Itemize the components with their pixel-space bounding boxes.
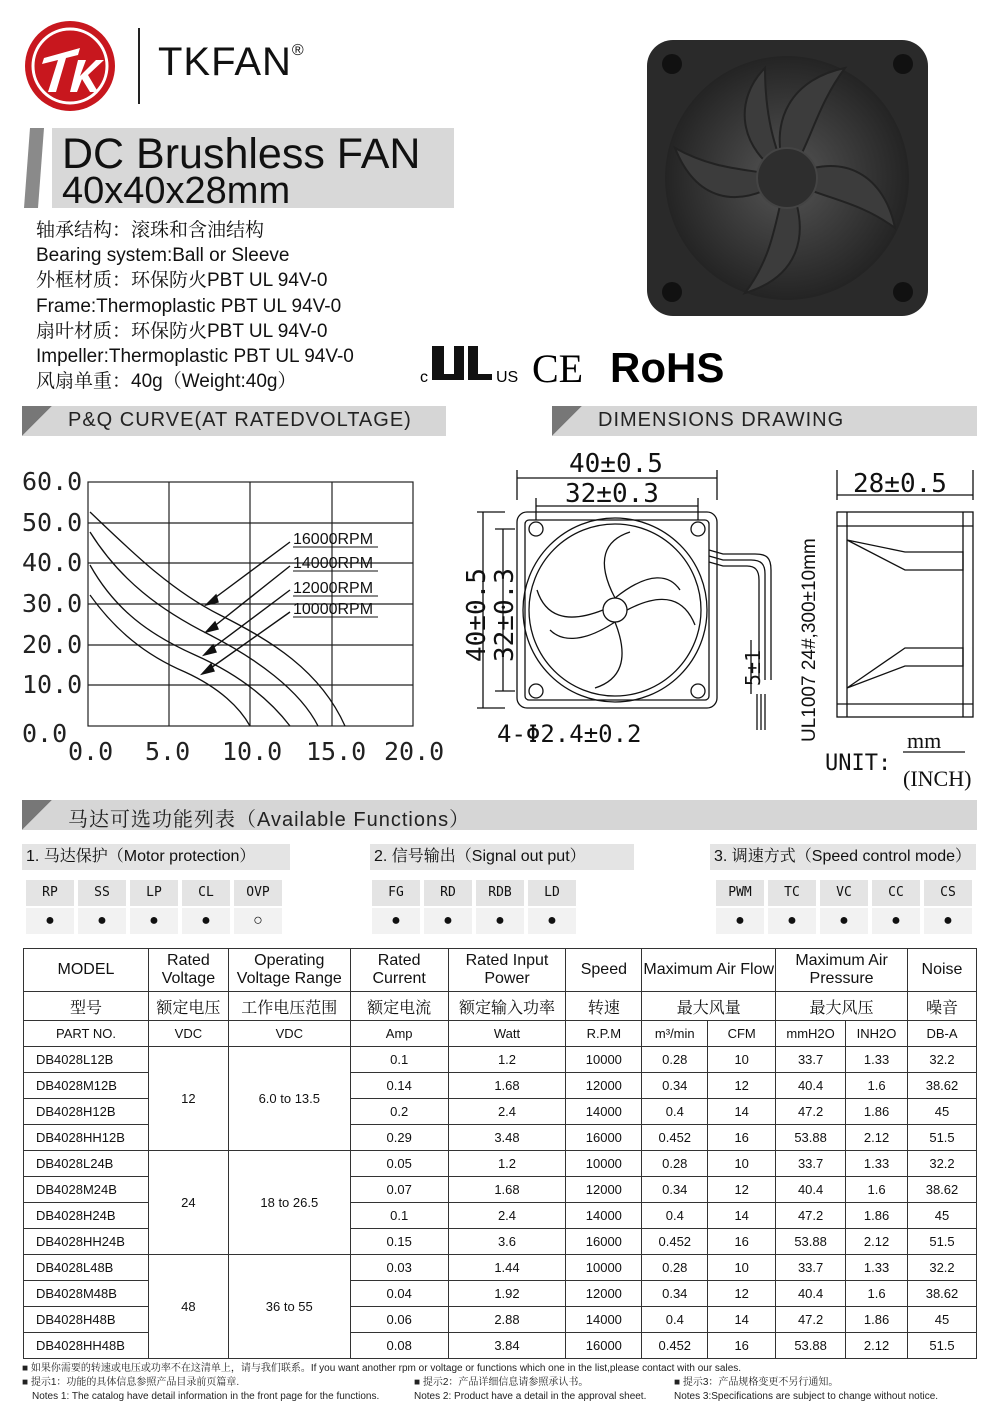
function-rd: RD ● [424,880,472,934]
y-tick: 50.0 [22,508,83,537]
table-cell: 12 [708,1073,776,1099]
table-cell: 33.7 [776,1255,846,1281]
table-cell: 53.88 [776,1125,846,1151]
table-row [24,1047,977,1073]
table-cell: 0.05 [350,1151,448,1177]
table-cell: 10000 [566,1151,642,1177]
tkfan-logo [22,18,118,114]
header-cell: 额定电流 [350,992,448,1021]
dimensions-drawing [455,440,995,800]
table-cell: 12 [708,1177,776,1203]
spec-line: Impeller:Thermoplastic PBT UL 94V-0 [36,346,354,368]
table-cell: 32.2 [908,1151,977,1177]
table-cell: 6.0 to 13.5 [228,1047,350,1151]
table-cell: 38.62 [908,1281,977,1307]
table-cell: 32.2 [908,1255,977,1281]
table-cell: 16 [708,1229,776,1255]
model-cell: DB4028M48B [24,1281,149,1307]
table-cell: 38.62 [908,1073,977,1099]
function-cl: CL ● [182,880,230,934]
table-cell: 10000 [566,1255,642,1281]
function-vc: VC ● [820,880,868,934]
function-ss: SS ● [78,880,126,934]
unit-cell: VDC [228,1021,350,1047]
spec-line: Bearing system:Ball or Sleeve [36,245,290,267]
table-cell: 0.4 [642,1203,708,1229]
table-cell: 14 [708,1203,776,1229]
unit-cell: INH2O [846,1021,908,1047]
table-cell: 40.4 [776,1281,846,1307]
table-cell: 1.86 [846,1099,908,1125]
dim-section-header: DIMENSIONS DRAWING [552,406,977,436]
table-cell: 14000 [566,1307,642,1333]
unit-label: UNIT: [825,751,892,776]
table-cell: 10 [708,1047,776,1073]
table-cell: 16000 [566,1333,642,1359]
note-en-row: Notes 1: The catalog have detail information in the front page for the functions. Notes 2: Product have a detail in the approval sheet. Notes 3:Specifications are subject to change without notice. [32,1391,939,1402]
table-cell: 33.7 [776,1047,846,1073]
table-cell: 1.33 [846,1151,908,1177]
table-cell: 51.5 [908,1125,977,1151]
table-cell: 10 [708,1255,776,1281]
table-cell: 16 [708,1125,776,1151]
ul-c-mark: c [420,369,428,386]
unit-cell: Watt [448,1021,566,1047]
table-cell: 16000 [566,1229,642,1255]
unit-mm: mm [907,728,942,753]
table-cell: 1.2 [448,1047,566,1073]
motor-protection-title: 1. 马达保护（Motor protection） [22,844,290,870]
table-cell: 0.452 [642,1229,708,1255]
table-cell: 0.29 [350,1125,448,1151]
section-accent-icon [22,800,52,830]
spec-line: 扇叶材质：环保防火PBT UL 94V-0 [36,320,328,342]
table-cell: 12000 [566,1281,642,1307]
table-row [24,1151,977,1177]
dim-depth: 28±0.5 [853,469,947,499]
header-cell: 额定输入功率 [448,992,566,1021]
table-cell: 1.86 [846,1307,908,1333]
product-title: DC Brushless FAN [62,130,421,178]
table-cell: 3.84 [448,1333,566,1359]
table-cell: 10 [708,1151,776,1177]
table-cell: 51.5 [908,1229,977,1255]
table-cell: 48 [148,1255,228,1359]
function-fg: FG ● [372,880,420,934]
table-cell: 3.6 [448,1229,566,1255]
header-cell: MODEL [24,949,149,992]
table-cell: 51.5 [908,1333,977,1359]
table-cell: 1.86 [846,1203,908,1229]
curve-label: 14000RPM [293,555,374,572]
table-cell: 14000 [566,1203,642,1229]
header-row-en [24,949,977,992]
header-cell: Speed [566,949,642,992]
dim-wire: UL1007 24#,300±10mm [799,538,820,742]
table-cell: 0.28 [642,1151,708,1177]
y-tick: 60.0 [22,467,83,496]
table-cell: 47.2 [776,1307,846,1333]
function-lp: LP ● [130,880,178,934]
table-cell: 0.2 [350,1099,448,1125]
table-cell: 45 [908,1099,977,1125]
brand-name: TKFAN® [158,40,305,84]
functions-section-header: 马达可选功能列表（Available Functions） [22,800,977,830]
y-tick: 40.0 [22,548,83,577]
table-cell: 12000 [566,1073,642,1099]
table-cell: 12 [708,1281,776,1307]
x-tick: 10.0 [222,737,283,766]
table-cell: 1.2 [448,1151,566,1177]
table-cell: 45 [908,1307,977,1333]
footnotes [22,1362,982,1404]
header-cell: Operating Voltage Range [228,949,350,992]
spec-list [36,218,354,394]
spec-line: 外框材质：环保防火PBT UL 94V-0 [36,270,328,292]
unit-cell: PART NO. [24,1021,149,1047]
table-cell: 33.7 [776,1151,846,1177]
table-cell: 0.4 [642,1099,708,1125]
pq-curve-chart [0,440,460,770]
header-cell: 噪音 [908,992,977,1021]
table-cell: 18 to 26.5 [228,1151,350,1255]
table-cell: 53.88 [776,1229,846,1255]
table-cell: 24 [148,1151,228,1255]
note-contact: ■ 如果你需要的转速或电压或功率不在这清单上，请与我们联系。If you want another rpm or voltage or functions which one in the list,please contact with our sales. [22,1363,742,1374]
header-row-cn [24,992,977,1021]
function-tc: TC ● [768,880,816,934]
table-cell: 1.44 [448,1255,566,1281]
unit-cell: DB-A [908,1021,977,1047]
header-cell: Rated Input Power [448,949,566,992]
unit-cell: VDC [148,1021,228,1047]
model-cell: DB4028L48B [24,1255,149,1281]
table-cell: 47.2 [776,1099,846,1125]
header-cell: Maximum Air Pressure [776,949,908,992]
header-cell: Rated Current [350,949,448,992]
ul-logo-icon [432,346,492,380]
table-cell: 32.2 [908,1047,977,1073]
table-cell: 2.12 [846,1333,908,1359]
header-cell: Rated Voltage [148,949,228,992]
model-cell: DB4028HH24B [24,1229,149,1255]
table-cell: 0.34 [642,1073,708,1099]
table-cell: 2.4 [448,1203,566,1229]
ce-mark: CE [532,346,584,390]
table-cell: 1.68 [448,1177,566,1203]
table-cell: 40.4 [776,1073,846,1099]
section-accent-icon [22,406,52,436]
function-ovp: OVP ○ [234,880,282,934]
model-cell: DB4028M12B [24,1073,149,1099]
unit-cell: R.P.M [566,1021,642,1047]
table-cell: 2.88 [448,1307,566,1333]
table-cell: 0.1 [350,1203,448,1229]
table-cell: 0.04 [350,1281,448,1307]
unit-inch: (INCH) [903,766,972,791]
x-tick: 5.0 [145,737,191,766]
ul-us-mark: US [496,369,519,386]
table-cell: 0.03 [350,1255,448,1281]
table-cell: 0.4 [642,1307,708,1333]
header-cell: 型号 [24,992,149,1021]
header-cell: 转速 [566,992,642,1021]
table-cell: 1.33 [846,1255,908,1281]
table-cell: 1.68 [448,1073,566,1099]
table-cell: 0.15 [350,1229,448,1255]
header-cell: 工作电压范围 [228,992,350,1021]
table-cell: 0.07 [350,1177,448,1203]
model-cell: DB4028H48B [24,1307,149,1333]
function-ld: LD ● [528,880,576,934]
table-cell: 2.12 [846,1125,908,1151]
table-cell: 0.34 [642,1281,708,1307]
header-cell: 最大风量 [642,992,776,1021]
table-cell: 14 [708,1099,776,1125]
table-cell: 40.4 [776,1177,846,1203]
table-cell: 1.6 [846,1281,908,1307]
table-cell: 0.06 [350,1307,448,1333]
table-cell: 16000 [566,1125,642,1151]
y-tick: 0.0 [22,719,68,748]
spec-table [23,948,977,1359]
spec-line: 轴承结构：滚珠和含油结构 [36,220,265,241]
spec-line: 风扇单重：40g（Weight:40g） [36,371,297,393]
table-cell: 14 [708,1307,776,1333]
table-cell: 3.48 [448,1125,566,1151]
model-cell: DB4028L24B [24,1151,149,1177]
table-cell: 0.08 [350,1333,448,1359]
header-cell: Noise [908,949,977,992]
y-tick: 30.0 [22,589,83,618]
fan-product-photo [645,38,930,318]
table-cell: 0.452 [642,1333,708,1359]
curve-10000 [90,595,250,726]
table-cell: 1.6 [846,1073,908,1099]
table-cell: 0.34 [642,1177,708,1203]
table-cell: 0.28 [642,1255,708,1281]
table-cell: 0.14 [350,1073,448,1099]
table-cell: 1.6 [846,1177,908,1203]
signal-output-title: 2. 信号输出（Signal out put） [370,844,634,870]
curve-label: 12000RPM [293,580,374,597]
unit-cell: mmH2O [776,1021,846,1047]
dim-outer-height: 40±0.5 [462,568,492,662]
speed-control-title: 3. 调速方式（Speed control mode） [710,844,976,870]
dim-holes: 4-Φ2.4±0.2 [497,720,642,748]
table-cell: 2.12 [846,1229,908,1255]
units-row [24,1021,977,1047]
dim-outer-width: 40±0.5 [569,449,663,479]
function-cs: CS ● [924,880,972,934]
function-pwm: PWM ● [716,880,764,934]
product-size: 40x40x28mm [62,170,291,212]
certification-logos [420,340,740,390]
x-tick: 20.0 [384,737,445,766]
rohs-mark: RoHS [610,344,725,390]
table-cell: 12000 [566,1177,642,1203]
table-cell: 47.2 [776,1203,846,1229]
spec-line: Frame:Thermoplastic PBT UL 94V-0 [36,295,342,317]
unit-cell: CFM [708,1021,776,1047]
header-cell: Maximum Air Flow [642,949,776,992]
table-cell: 1.92 [448,1281,566,1307]
y-tick: 20.0 [22,630,83,659]
table-cell: 36 to 55 [228,1255,350,1359]
table-cell: 10000 [566,1047,642,1073]
curve-label: 16000RPM [293,531,374,548]
model-cell: DB4028H24B [24,1203,149,1229]
model-cell: DB4028L12B [24,1047,149,1073]
table-cell: 2.4 [448,1099,566,1125]
table-cell: 45 [908,1203,977,1229]
header-cell: 最大风压 [776,992,908,1021]
dim-hole-width: 32±0.3 [565,479,659,509]
table-cell: 0.1 [350,1047,448,1073]
dim-strip: 5±1 [741,649,765,686]
model-cell: DB4028HH48B [24,1333,149,1359]
table-row [24,1255,977,1281]
function-rp: RP ● [26,880,74,934]
table-cell: 53.88 [776,1333,846,1359]
table-cell: 1.33 [846,1047,908,1073]
y-tick: 10.0 [22,670,83,699]
table-cell: 16 [708,1333,776,1359]
header-divider [138,28,140,104]
table-cell: 0.28 [642,1047,708,1073]
x-tick: 15.0 [306,737,367,766]
curve-14000 [90,532,318,726]
note-cn-row: ■ 提示1：功能的具体信息参照产品目录前页篇章. ■ 提示2：产品详细信息请参照承认书。 ■ 提示3：产品规格变更不另行通知。 [22,1377,839,1388]
unit-cell: m³/min [642,1021,708,1047]
pq-section-header: P&Q CURVE(AT RATEDVOLTAGE) [22,406,446,436]
header-cell: 额定电压 [148,992,228,1021]
unit-cell: Amp [350,1021,448,1047]
function-cc: CC ● [872,880,920,934]
title-accent-icon [22,128,46,208]
model-cell: DB4028HH12B [24,1125,149,1151]
product-title-box [22,128,454,212]
table-cell: 14000 [566,1099,642,1125]
table-cell: 0.452 [642,1125,708,1151]
model-cell: DB4028M24B [24,1177,149,1203]
table-cell: 12 [148,1047,228,1151]
dim-hole-height: 32±0.3 [490,568,520,662]
function-rdb: RDB ● [476,880,524,934]
curve-label: 10000RPM [293,601,374,618]
model-cell: DB4028H12B [24,1099,149,1125]
section-accent-icon [552,406,582,436]
x-tick: 0.0 [68,737,114,766]
table-cell: 38.62 [908,1177,977,1203]
